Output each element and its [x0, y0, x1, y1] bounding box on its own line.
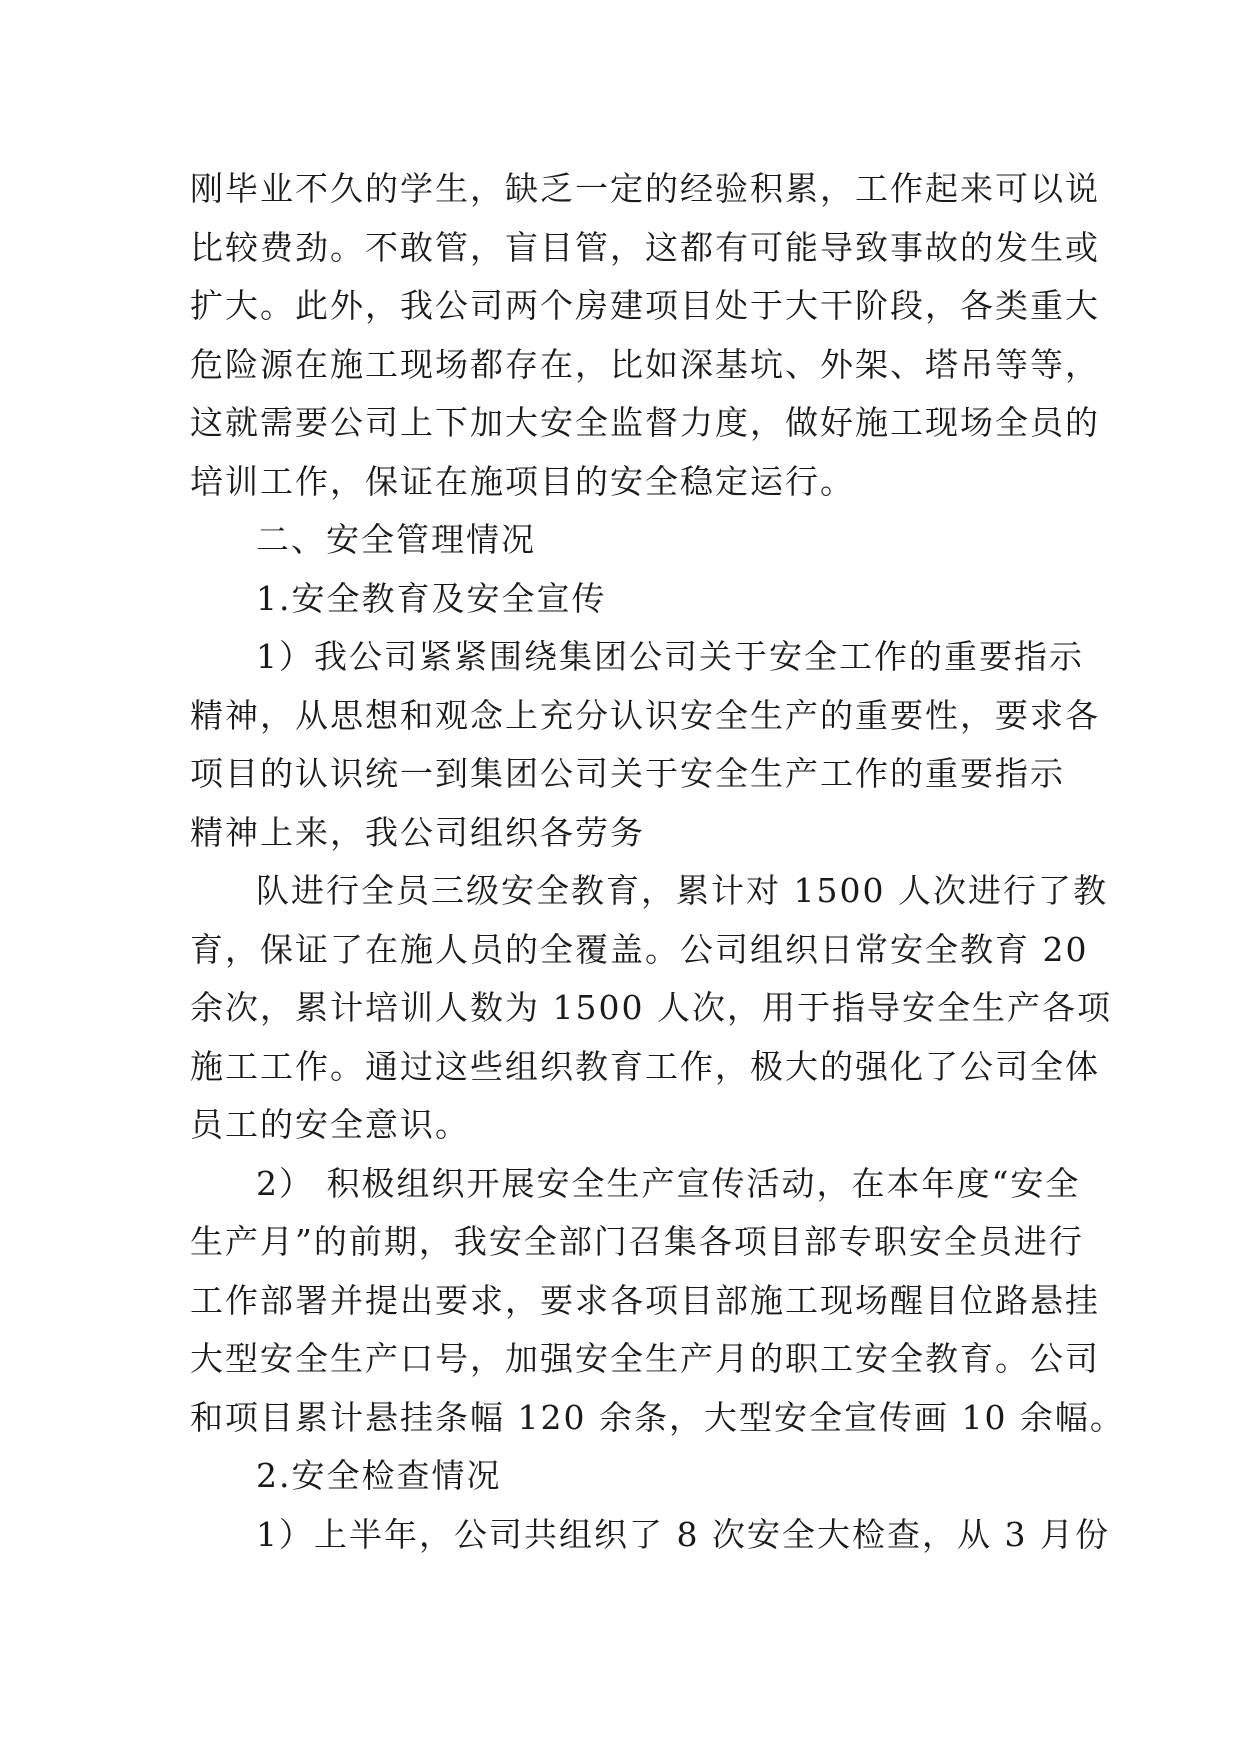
- text-line: 二、安全管理情况: [256, 520, 536, 559]
- text-line: 1.安全教育及安全宣传: [256, 578, 607, 618]
- text-line: 危险源在施工现场都存在，比如深基坑、外架、塔吊等等，: [190, 344, 1100, 384]
- text-line: 育，保证了在施人员的全覆盖。公司组织日常安全教育 20: [190, 929, 1089, 969]
- text-line: 1）我公司紧紧围绕集团公司关于安全工作的重要指示: [256, 637, 1084, 676]
- text-line: 精神，从思想和观念上充分认识安全生产的重要性，要求各: [190, 695, 1100, 735]
- text-line: 扩大。此外，我公司两个房建项目处于大干阶段，各类重大: [190, 286, 1100, 325]
- document-body: [190, 160, 1125, 1564]
- text-line: 工作部署并提出要求，要求各项目部施工现场醒目位路悬挂: [190, 1280, 1100, 1320]
- text-line: 这就需要公司上下加大安全监督力度，做好施工现场全员的: [190, 403, 1100, 442]
- text-line: 施工工作。通过这些组织教育工作，极大的强化了公司全体: [190, 1046, 1100, 1086]
- text-line: 大型安全生产口号，加强安全生产月的职工安全教育。公司: [190, 1339, 1100, 1378]
- text-line: 队进行全员三级安全教育，累计对 1500 人次进行了教: [256, 871, 1108, 910]
- text-line: 余次，累计培训人数为 1500 人次，用于指导安全生产各项: [190, 988, 1112, 1027]
- text-line: 项目的认识统一到集团公司关于安全生产工作的重要指示: [190, 754, 1065, 793]
- text-line: 比较费劲。不敢管，盲目管，这都有可能导致事故的发生或: [190, 227, 1100, 267]
- text-line: 和项目累计悬挂条幅 120 余条，大型安全宣传画 10 余幅。: [190, 1397, 1125, 1437]
- text-line: 2） 积极组织开展安全生产宣传活动，在本年度“安全: [256, 1163, 1081, 1203]
- text-line: 员工的安全意识。: [190, 1105, 470, 1144]
- text-line: 生产月”的前期，我安全部门召集各项目部专职安全员进行: [190, 1222, 1084, 1261]
- text-line: 培训工作，保证在施项目的安全稳定运行。: [190, 461, 855, 501]
- text-line: 1）上半年，公司共组织了 8 次安全大检查，从 3 月份: [256, 1514, 1110, 1554]
- text-line: 刚毕业不久的学生，缺乏一定的经验积累，工作起来可以说: [190, 169, 1100, 208]
- text-line: 2.安全检查情况: [256, 1456, 502, 1495]
- text-line: 精神上来，我公司组织各劳务: [190, 812, 645, 852]
